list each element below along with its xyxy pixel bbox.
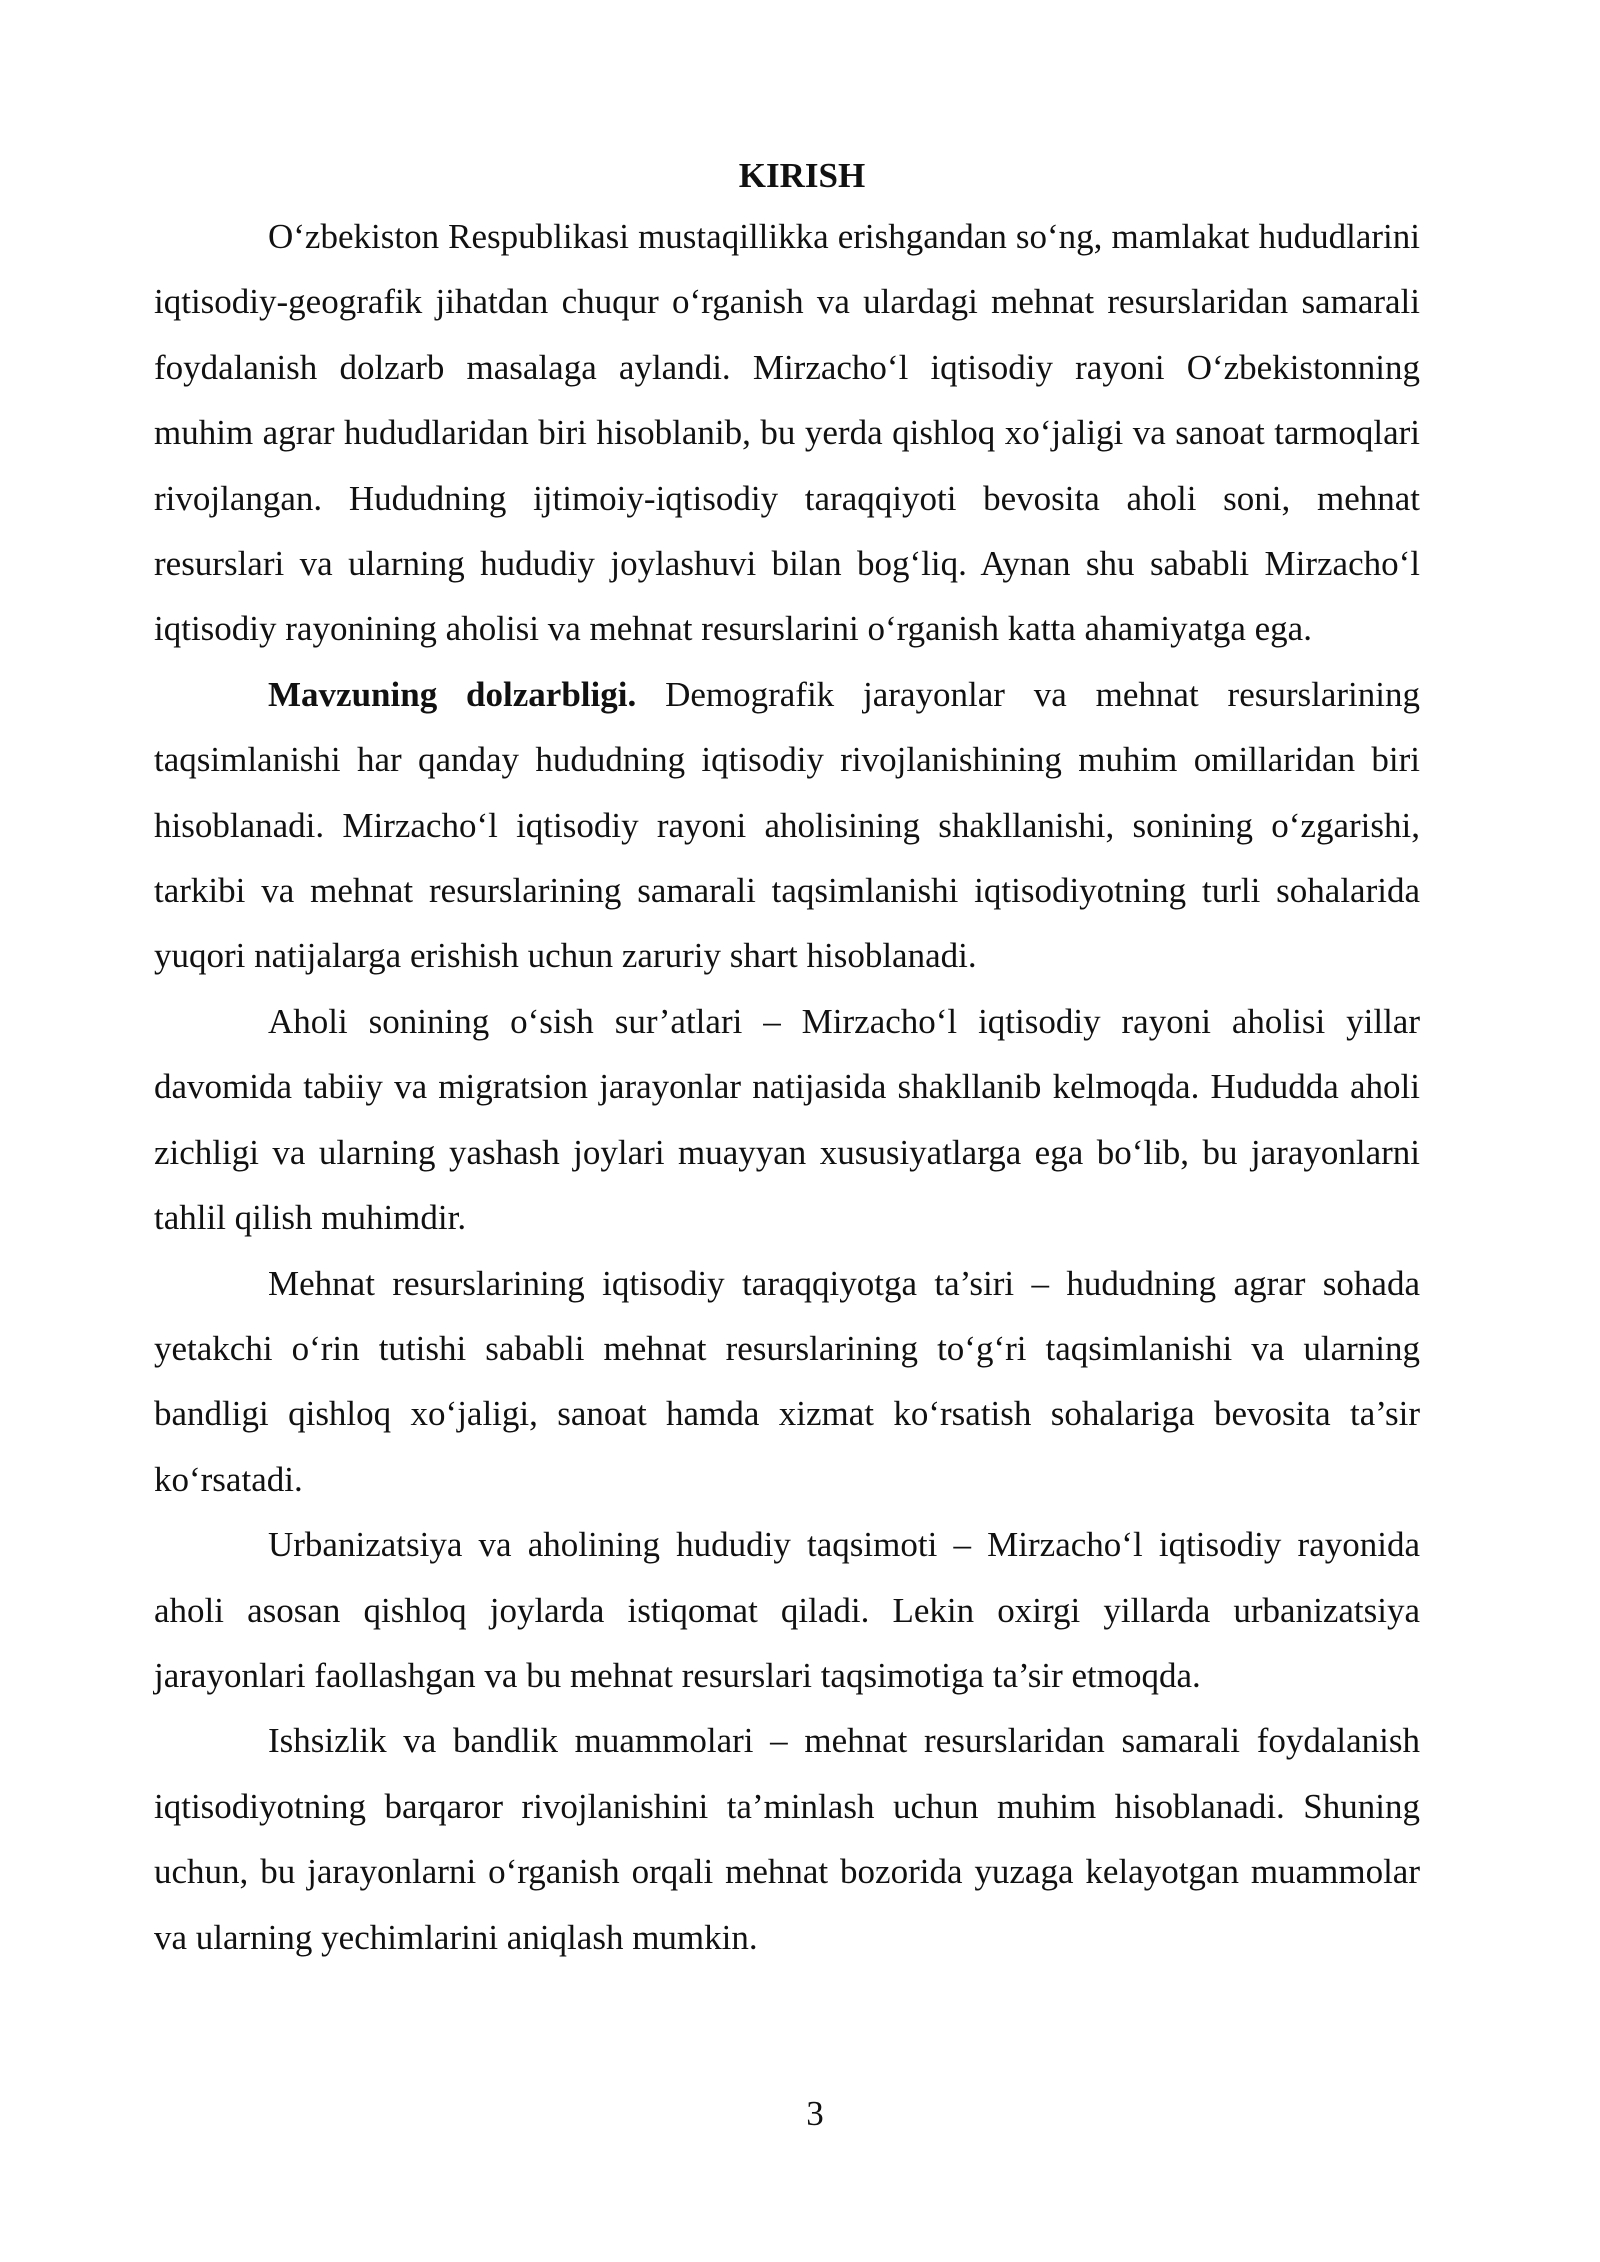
paragraph-labor-resources xyxy=(154,1251,1420,1513)
paragraph-text: Ishsizlik va bandlik muammolari – mehnat resurslaridan samarali foydalanish iqtisodiyotning barqaror rivojlanishini ta’minlash uchun muhim hisoblanadi. Shuning uchun, bu jarayonlarni o‘rganish orqali mehnat bozorida yuzaga kelayotgan muammolar va ularning yechimlarini aniqlash mumkin. xyxy=(154,1721,1420,1957)
paragraph-intro xyxy=(154,204,1420,662)
paragraph-urbanization xyxy=(154,1512,1420,1708)
paragraph-unemployment xyxy=(154,1708,1420,1970)
paragraph-text: Aholi sonining o‘sish sur’atlari – Mirzacho‘l iqtisodiy rayoni aholisi yillar davomida tabiiy va migratsion jarayonlar natijasida shakllanib kelmoqda. Hududda aholi zichligi va ularning yashash joylari muayyan xususiyatlarga ega bo‘lib, bu jarayonlarni tahlil qilish muhimdir. xyxy=(154,1001,1420,1238)
paragraph-text: O‘zbekiston Respublikasi mustaqillikka erishgandan so‘ng, mamlakat hududlarini iqtisodiy-geografik jihatdan chuqur o‘rganish va ulardagi mehnat resurslaridan samarali foydalanish dolzarb masalaga aylandi. Mirzacho‘l iqtisodiy rayoni O‘zbekistonning muhim agrar hududlaridan biri hisoblanib, bu yerda qishloq xo‘jaligi va sanoat tarmoqlari rivojlangan. Hududning ijtimoiy-iqtisodiy taraqqiyoti bevosita aholi soni, mehnat resurslari va ularning hududiy joylashuvi bilan bog‘liq. Aynan shu sababli Mirzacho‘l iqtisodiy rayonining aholisi va mehnat resurslarini o‘rganish katta ahamiyatga ega. xyxy=(154,217,1420,649)
paragraph-text: Demografik jarayonlar va mehnat resurslarining taqsimlanishi har qanday hududning iqtisodiy rivojlanishining muhim omillaridan biri hisoblanadi. Mirzacho‘l iqtisodiy rayoni aholisining shakllanishi, sonining o‘zgarishi, tarkibi va mehnat resurslarining samarali taqsimlanishi iqtisodiyotning turli sohalarida yuqori natijalarga erishish uchun zaruriy shart hisoblanadi. xyxy=(154,674,1420,976)
paragraph-text: Urbanizatsiya va aholining hududiy taqsimoti – Mirzacho‘l iqtisodiy rayonida aholi asosan qishloq joylarda istiqomat qiladi. Lekin oxirgi yillarda urbanizatsiya jarayonlari faollashgan va bu mehnat resurslari taqsimotiga ta’sir etmoqda. xyxy=(154,1525,1420,1695)
paragraph-relevance xyxy=(154,662,1420,989)
paragraph-population-growth xyxy=(154,989,1420,1251)
paragraph-text: Mehnat resurslarining iqtisodiy taraqqiyotga ta’siri – hududning agrar sohada yetakchi o‘rin tutishi sababli mehnat resurslarining to‘g‘ri taqsimlanishi va ularning bandligi qishloq xo‘jaligi, sanoat hamda xizmat ko‘rsatish sohalariga bevosita ta’sir ko‘rsatadi. xyxy=(154,1263,1420,1499)
section-heading: KIRISH xyxy=(738,156,866,195)
document-page xyxy=(154,148,1420,1970)
paragraph-lead: Mavzuning dolzarbligi. xyxy=(268,674,637,714)
page-number: 3 xyxy=(806,2094,824,2133)
